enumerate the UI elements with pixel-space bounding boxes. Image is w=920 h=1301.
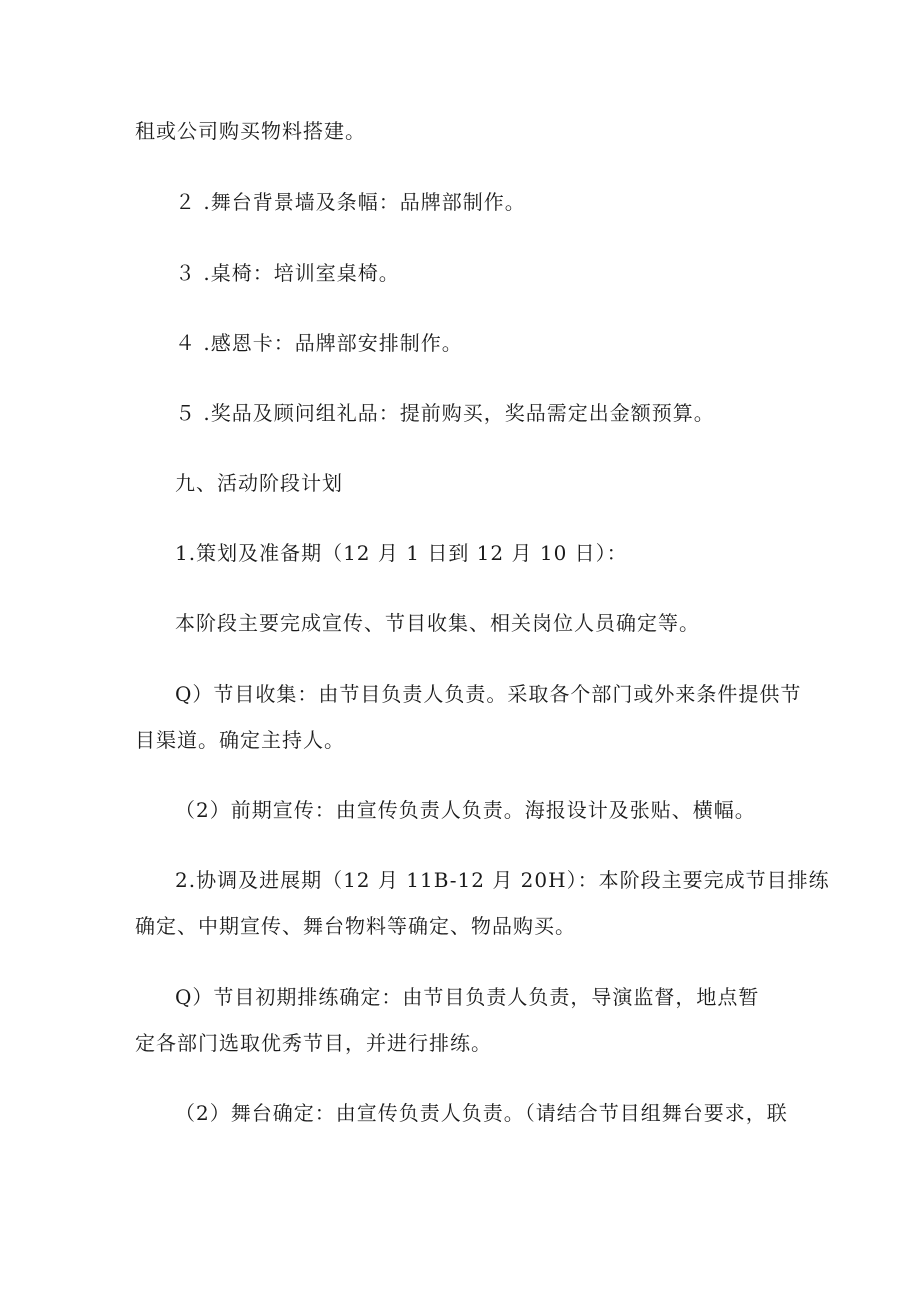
paragraph-line: （2）前期宣传：由宣传负责人负责。海报设计及张贴、横幅。 bbox=[175, 798, 756, 822]
paragraph-line: （2）舞台确定：由宣传负责人负责。（请结合节目组舞台要求，联 bbox=[175, 1101, 788, 1125]
paragraph-line: 确定、中期宣传、舞台物料等确定、物品购买。 bbox=[135, 914, 576, 938]
list-item-stage-backdrop: ２ .舞台背景墙及条幅：品牌部制作。 bbox=[175, 190, 526, 214]
paragraph-line: Q）节目收集：由节目负责人负责。采取各个部门或外来条件提供节 bbox=[175, 682, 802, 706]
paragraph-line: 本阶段主要完成宣传、节目收集、相关岗位人员确定等。 bbox=[175, 611, 700, 635]
list-item-tables-chairs: ３ .桌椅：培训室桌椅。 bbox=[175, 261, 400, 285]
section-heading: 九、活动阶段计划 bbox=[175, 471, 343, 495]
paragraph-line: 定各部门选取优秀节目，并进行排练。 bbox=[135, 1031, 492, 1055]
phase-heading-planning: 1.策划及准备期（12 月 1 日到 12 月 10 日）： bbox=[175, 541, 628, 565]
list-item-thank-you-cards: ４ .感恩卡：品牌部安排制作。 bbox=[175, 331, 463, 355]
list-item-prizes: ５ .奖品及顾问组礼品：提前购买，奖品需定出金额预算。 bbox=[175, 401, 715, 425]
phase-heading-coordination: 2.协调及进展期（12 月 11B-12 月 20H）：本阶段主要完成节目排练 bbox=[175, 868, 830, 892]
paragraph-line: 租或公司购买物料搭建。 bbox=[135, 119, 366, 143]
paragraph-line: 目渠道。确定主持人。 bbox=[135, 728, 345, 752]
paragraph-line: Q）节目初期排练确定：由节目负责人负责，导演监督，地点暂 bbox=[175, 985, 760, 1009]
